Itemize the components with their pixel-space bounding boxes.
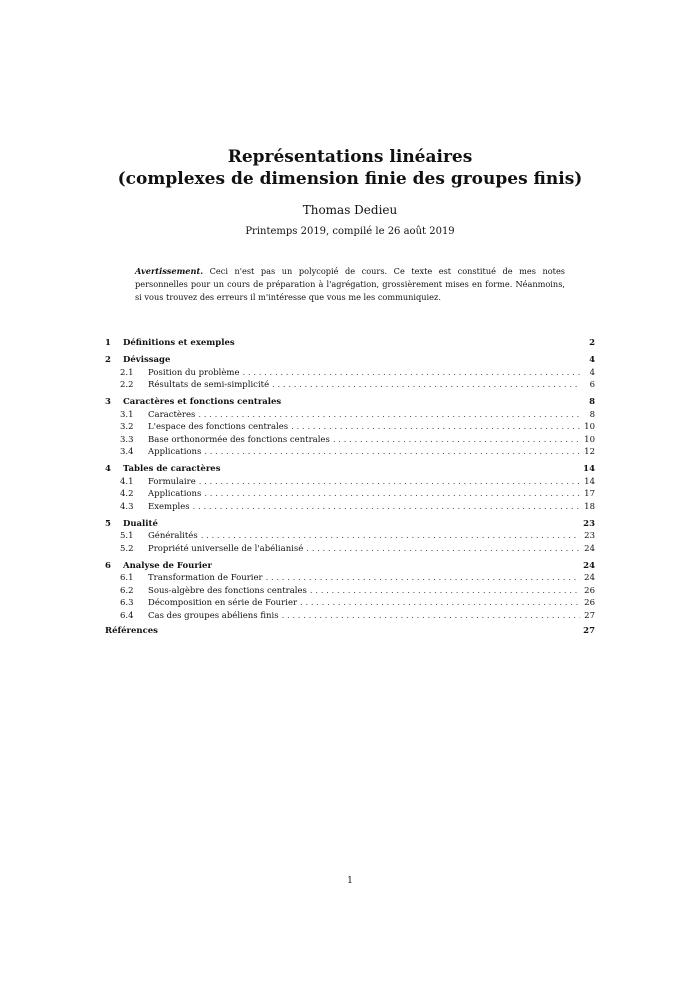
toc-subsection-number: 6.2 bbox=[120, 585, 134, 596]
toc-subsection-2-2[interactable] bbox=[105, 379, 595, 392]
toc-section-number: 4 bbox=[105, 464, 111, 475]
toc-subsection-title: Applications bbox=[148, 489, 202, 500]
toc-subsection-title: Transformation de Fourier bbox=[148, 573, 263, 584]
toc-subsection-number: 6.1 bbox=[120, 573, 134, 584]
toc-subsection-number: 2.1 bbox=[120, 367, 134, 378]
toc-subsection-page: 4 bbox=[589, 367, 595, 378]
toc-leader-dots bbox=[272, 379, 580, 392]
table-of-contents bbox=[105, 333, 595, 637]
toc-section-number: 3 bbox=[105, 396, 111, 407]
abstract bbox=[135, 265, 565, 304]
toc-subsection-page: 24 bbox=[584, 573, 595, 584]
toc-leader-dots bbox=[204, 488, 580, 501]
toc-section-title: Dévissage bbox=[123, 354, 171, 365]
toc-subsection-title: Généralités bbox=[148, 531, 198, 542]
toc-subsection-page: 10 bbox=[584, 434, 595, 445]
toc-section-number: 6 bbox=[105, 560, 111, 571]
toc-leader-dots bbox=[198, 409, 580, 422]
toc-subsection-number: 3.3 bbox=[120, 434, 134, 445]
toc-section-5[interactable] bbox=[105, 518, 595, 531]
toc-leader-dots bbox=[333, 434, 580, 447]
toc-subsection-number: 5.1 bbox=[120, 531, 134, 542]
toc-subsection-3-4[interactable] bbox=[105, 446, 595, 459]
toc-section-2[interactable] bbox=[105, 354, 595, 367]
toc-leader-dots bbox=[300, 597, 580, 610]
toc-subsection-title: Position du problème bbox=[148, 367, 240, 378]
toc-section-title: Caractères et fonctions centrales bbox=[123, 396, 282, 407]
toc-subsection-page: 26 bbox=[584, 598, 595, 609]
toc-subsection-4-3[interactable] bbox=[105, 501, 595, 514]
toc-subsection-page: 8 bbox=[589, 409, 595, 420]
toc-subsection-page: 6 bbox=[589, 380, 595, 391]
abstract-text: Ceci n'est pas un polycopié de cours. Ce texte est constitué de mes notes personnelles pour un cours de préparation à l'agrégation, grossièrement mises en forme. Néanmoins, si vous trouvez des erreurs il m'intéresse que vous me les communiquiez. bbox=[135, 266, 565, 302]
toc-subsection-page: 18 bbox=[584, 501, 595, 512]
title-line-2: (complexes de dimension finie des groupes finis) bbox=[117, 169, 583, 189]
toc-subsection-5-1[interactable] bbox=[105, 530, 595, 543]
toc-section-title: Analyse de Fourier bbox=[123, 560, 212, 571]
toc-leader-dots bbox=[204, 446, 580, 459]
toc-section-4[interactable] bbox=[105, 463, 595, 476]
toc-leader-dots bbox=[310, 585, 580, 598]
toc-section-page: 2 bbox=[589, 338, 595, 349]
toc-subsection-title: Formulaire bbox=[148, 476, 196, 487]
toc-subsection-number: 4.1 bbox=[120, 476, 134, 487]
page-number: 1 bbox=[347, 876, 353, 886]
toc-subsection-number: 2.2 bbox=[120, 380, 134, 391]
toc-subsection-3-1[interactable] bbox=[105, 409, 595, 422]
toc-section-number: 2 bbox=[105, 354, 111, 365]
toc-subsection-6-3[interactable] bbox=[105, 597, 595, 610]
toc-subsection-number: 4.2 bbox=[120, 489, 134, 500]
toc-section-title: Définitions et exemples bbox=[123, 338, 235, 349]
toc-subsection-title: L'espace des fonctions centrales bbox=[148, 422, 289, 433]
toc-subsection-3-2[interactable] bbox=[105, 421, 595, 434]
toc-subsection-6-1[interactable] bbox=[105, 572, 595, 585]
toc-leader-dots bbox=[282, 610, 580, 623]
toc-subsection-page: 26 bbox=[584, 585, 595, 596]
toc-section-number: 5 bbox=[105, 518, 111, 529]
toc-subsection-page: 23 bbox=[584, 531, 595, 542]
toc-leader-dots bbox=[243, 367, 580, 380]
toc-leader-dots bbox=[199, 476, 580, 489]
toc-section-title: Dualité bbox=[123, 518, 158, 529]
toc-subsection-3-3[interactable] bbox=[105, 434, 595, 447]
toc-leader-dots bbox=[193, 501, 580, 514]
toc-leader-dots bbox=[291, 421, 580, 434]
toc-section-page: 8 bbox=[589, 396, 595, 407]
toc-subsection-number: 5.2 bbox=[120, 543, 134, 554]
toc-subsection-page: 24 bbox=[584, 543, 595, 554]
toc-references-page: 27 bbox=[583, 625, 595, 636]
toc-subsection-title: Résultats de semi-simplicité bbox=[148, 380, 270, 391]
toc-section-1[interactable] bbox=[105, 337, 595, 350]
toc-section-title: Tables de caractères bbox=[123, 464, 221, 475]
toc-references-title: Références bbox=[105, 625, 158, 636]
toc-subsection-number: 3.2 bbox=[120, 422, 134, 433]
toc-subsection-title: Propriété universelle de l'abélianisé bbox=[148, 543, 304, 554]
toc-leader-dots bbox=[266, 572, 580, 585]
title-line-1: Représentations linéaires bbox=[227, 147, 473, 167]
toc-subsection-page: 12 bbox=[584, 447, 595, 458]
toc-leader-dots bbox=[201, 530, 580, 543]
toc-subsection-title: Applications bbox=[148, 447, 202, 458]
toc-references[interactable] bbox=[105, 625, 595, 638]
date: Printemps 2019, compilé le 26 août 2019 bbox=[245, 226, 455, 237]
toc-subsection-page: 14 bbox=[584, 476, 595, 487]
abstract-label: Avertissement. bbox=[135, 266, 204, 276]
toc-subsection-6-2[interactable] bbox=[105, 585, 595, 598]
toc-section-6[interactable] bbox=[105, 560, 595, 573]
toc-subsection-title: Cas des groupes abéliens finis bbox=[148, 611, 279, 621]
toc-section-page: 14 bbox=[583, 464, 595, 475]
toc-section-number: 1 bbox=[105, 338, 111, 349]
toc-subsection-2-1[interactable] bbox=[105, 367, 595, 380]
toc-section-page: 23 bbox=[583, 518, 595, 529]
toc-subsection-title: Caractères bbox=[148, 409, 196, 420]
toc-subsection-number: 4.3 bbox=[120, 501, 134, 512]
toc-subsection-4-2[interactable] bbox=[105, 488, 595, 501]
toc-subsection-number: 6.4 bbox=[120, 611, 134, 621]
toc-subsection-number: 6.3 bbox=[120, 598, 134, 609]
toc-subsection-page: 17 bbox=[584, 489, 595, 500]
author: Thomas Dedieu bbox=[302, 203, 398, 217]
toc-section-3[interactable] bbox=[105, 396, 595, 409]
toc-section-page: 24 bbox=[583, 560, 595, 571]
toc-subsection-6-4[interactable] bbox=[105, 610, 595, 623]
toc-subsection-title: Décomposition en série de Fourier bbox=[148, 598, 298, 609]
toc-subsection-page: 10 bbox=[584, 422, 595, 433]
toc-subsection-title: Base orthonormée des fonctions centrales bbox=[148, 434, 330, 445]
toc-subsection-page: 27 bbox=[584, 611, 595, 621]
toc-subsection-title: Exemples bbox=[148, 501, 190, 512]
toc-section-page: 4 bbox=[589, 354, 595, 365]
toc-subsection-4-1[interactable] bbox=[105, 476, 595, 489]
toc-leader-dots bbox=[306, 543, 580, 556]
toc-subsection-number: 3.4 bbox=[120, 447, 134, 458]
toc-subsection-5-2[interactable] bbox=[105, 543, 595, 556]
toc-subsection-title: Sous-algèbre des fonctions centrales bbox=[148, 585, 307, 596]
toc-subsection-number: 3.1 bbox=[120, 409, 134, 420]
